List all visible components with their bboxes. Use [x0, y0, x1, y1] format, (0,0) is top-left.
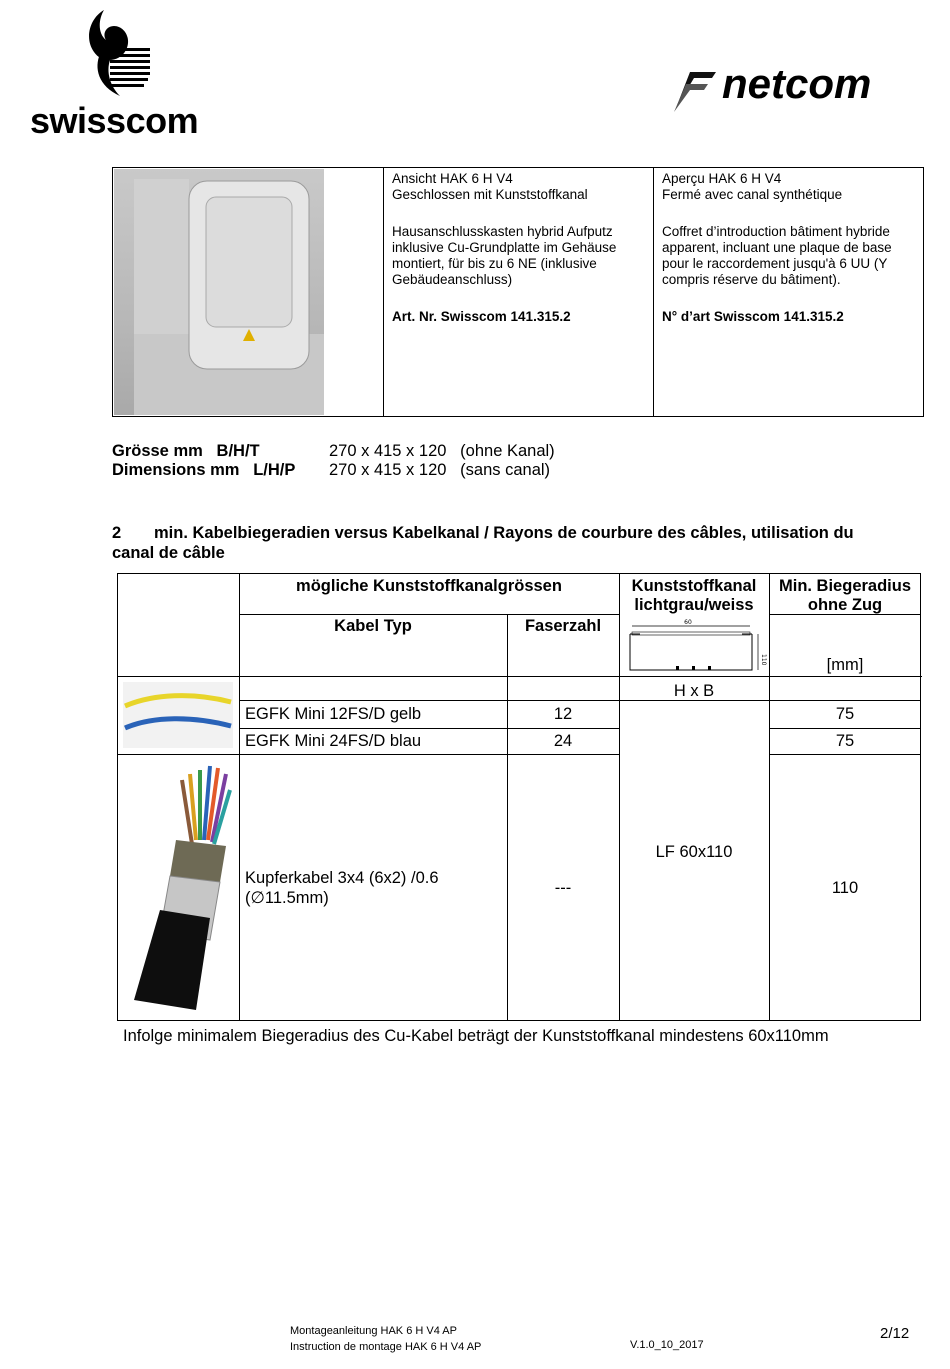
header-channel-line2: lichtgrau/weiss	[634, 596, 754, 614]
cable-type-row3-line2: (∅11.5mm)	[245, 889, 329, 907]
article-number-fr: N° d’art Swisscom 141.315.2	[662, 309, 844, 324]
dimension-value-fr: 270 x 415 x 120 (sans canal)	[329, 461, 551, 479]
product-title-fr: Aperçu HAK 6 H V4	[662, 171, 782, 186]
cable-type-row2: EGFK Mini 24FS/D blau	[245, 732, 422, 750]
dimension-value-de: 270 x 415 x 120 (ohne Kanal)	[329, 442, 555, 460]
footer-version: V.1.0_10_2017	[630, 1339, 704, 1351]
header-fiber-count: Faserzahl	[524, 617, 602, 635]
fiber-count-row3: ---	[554, 879, 572, 897]
channel-hxb: H x B	[673, 682, 715, 700]
channel-size-value: LF 60x110	[655, 843, 733, 861]
copper-cable-photo	[126, 760, 236, 1012]
product-photo	[114, 169, 324, 415]
dimension-label-fr: Dimensions mm L/H/P	[112, 461, 296, 479]
product-desc-de-4: Gebäudeanschluss)	[392, 272, 513, 287]
netcom-logo-mark	[672, 68, 718, 112]
dimensions-block	[112, 442, 612, 480]
fiber-cable-photo	[123, 682, 233, 748]
cable-type-row3-line1: Kupferkabel 3x4 (6x2) /0.6	[245, 869, 439, 887]
netcom-logo-text: netcom	[722, 60, 872, 107]
product-desc-de-2: inklusive Cu-Grundplatte im Gehäuse	[392, 240, 617, 255]
product-photo-drawing	[114, 169, 324, 415]
footer-title-fr: Instruction de montage HAK 6 H V4 AP	[290, 1341, 482, 1353]
product-table	[112, 167, 924, 417]
product-desc-de-3: montiert, für bis zu 6 NE (inklusive	[392, 256, 597, 271]
product-text-fr	[662, 171, 917, 325]
section-title-line2: canal de câble	[112, 544, 225, 562]
drawing-height-label: 110	[760, 654, 767, 666]
section-title-line1: min. Kabelbiegeradien versus Kabelkanal / Rayons de courbure des câbles, utilisation du	[154, 524, 854, 542]
footer-title-de: Montageanleitung HAK 6 H V4 AP	[290, 1325, 457, 1337]
dimension-label-de: Grösse mm B/H/T	[112, 442, 260, 460]
cable-type-row1: EGFK Mini 12FS/D gelb	[245, 705, 422, 723]
netcom-logo	[672, 60, 912, 112]
product-subtitle-de: Geschlossen mit Kunststoffkanal	[392, 187, 588, 202]
channel-cross-section-drawing	[626, 618, 766, 674]
radius-row1: 75	[835, 705, 855, 723]
fiber-count-row1: 12	[553, 705, 573, 723]
product-desc-fr-2: apparent, incluant une plaque de base	[662, 240, 892, 255]
swisscom-logo-mark	[80, 8, 154, 104]
note-minimum-channel: Infolge minimalem Biegeradius des Cu-Kabel beträgt der Kunststoffkanal mindestens 60x110mm	[123, 1027, 829, 1045]
product-title-de: Ansicht HAK 6 H V4	[392, 171, 513, 186]
swisscom-logo-text: swisscom	[30, 100, 199, 141]
drawing-width-label: 60	[684, 619, 692, 626]
product-desc-fr-3: pour le raccordement jusqu'à 6 UU (Y	[662, 256, 888, 271]
product-subtitle-fr: Fermé avec canal synthétique	[662, 187, 843, 202]
page-number: 2/12	[880, 1325, 910, 1342]
radius-row2: 75	[835, 732, 855, 750]
product-desc-fr-1: Coffret d’introduction bâtiment hybride	[662, 224, 890, 239]
unit-mm: [mm]	[826, 656, 864, 674]
section-number: 2	[112, 524, 122, 542]
radius-row3: 110	[831, 879, 859, 897]
header-channel-line1: Kunststoffkanal	[631, 577, 757, 595]
product-text-de	[392, 171, 647, 325]
header-radius-line2: ohne Zug	[807, 596, 883, 614]
product-desc-de-1: Hausanschlusskasten hybrid Aufputz	[392, 224, 613, 239]
header-radius-line1: Min. Biegeradius	[778, 577, 912, 595]
footer-titles	[290, 1323, 481, 1355]
cable-table	[117, 573, 921, 1021]
header-cable-type: Kabel Typ	[334, 617, 412, 635]
section-heading	[112, 523, 902, 563]
fiber-count-row2: 24	[553, 732, 573, 750]
header-possible-sizes: mögliche Kunststoffkanalgrössen	[296, 577, 562, 595]
article-number-de: Art. Nr. Swisscom 141.315.2	[392, 309, 571, 324]
product-desc-fr-4: compris réserve du bâtiment).	[662, 272, 841, 287]
